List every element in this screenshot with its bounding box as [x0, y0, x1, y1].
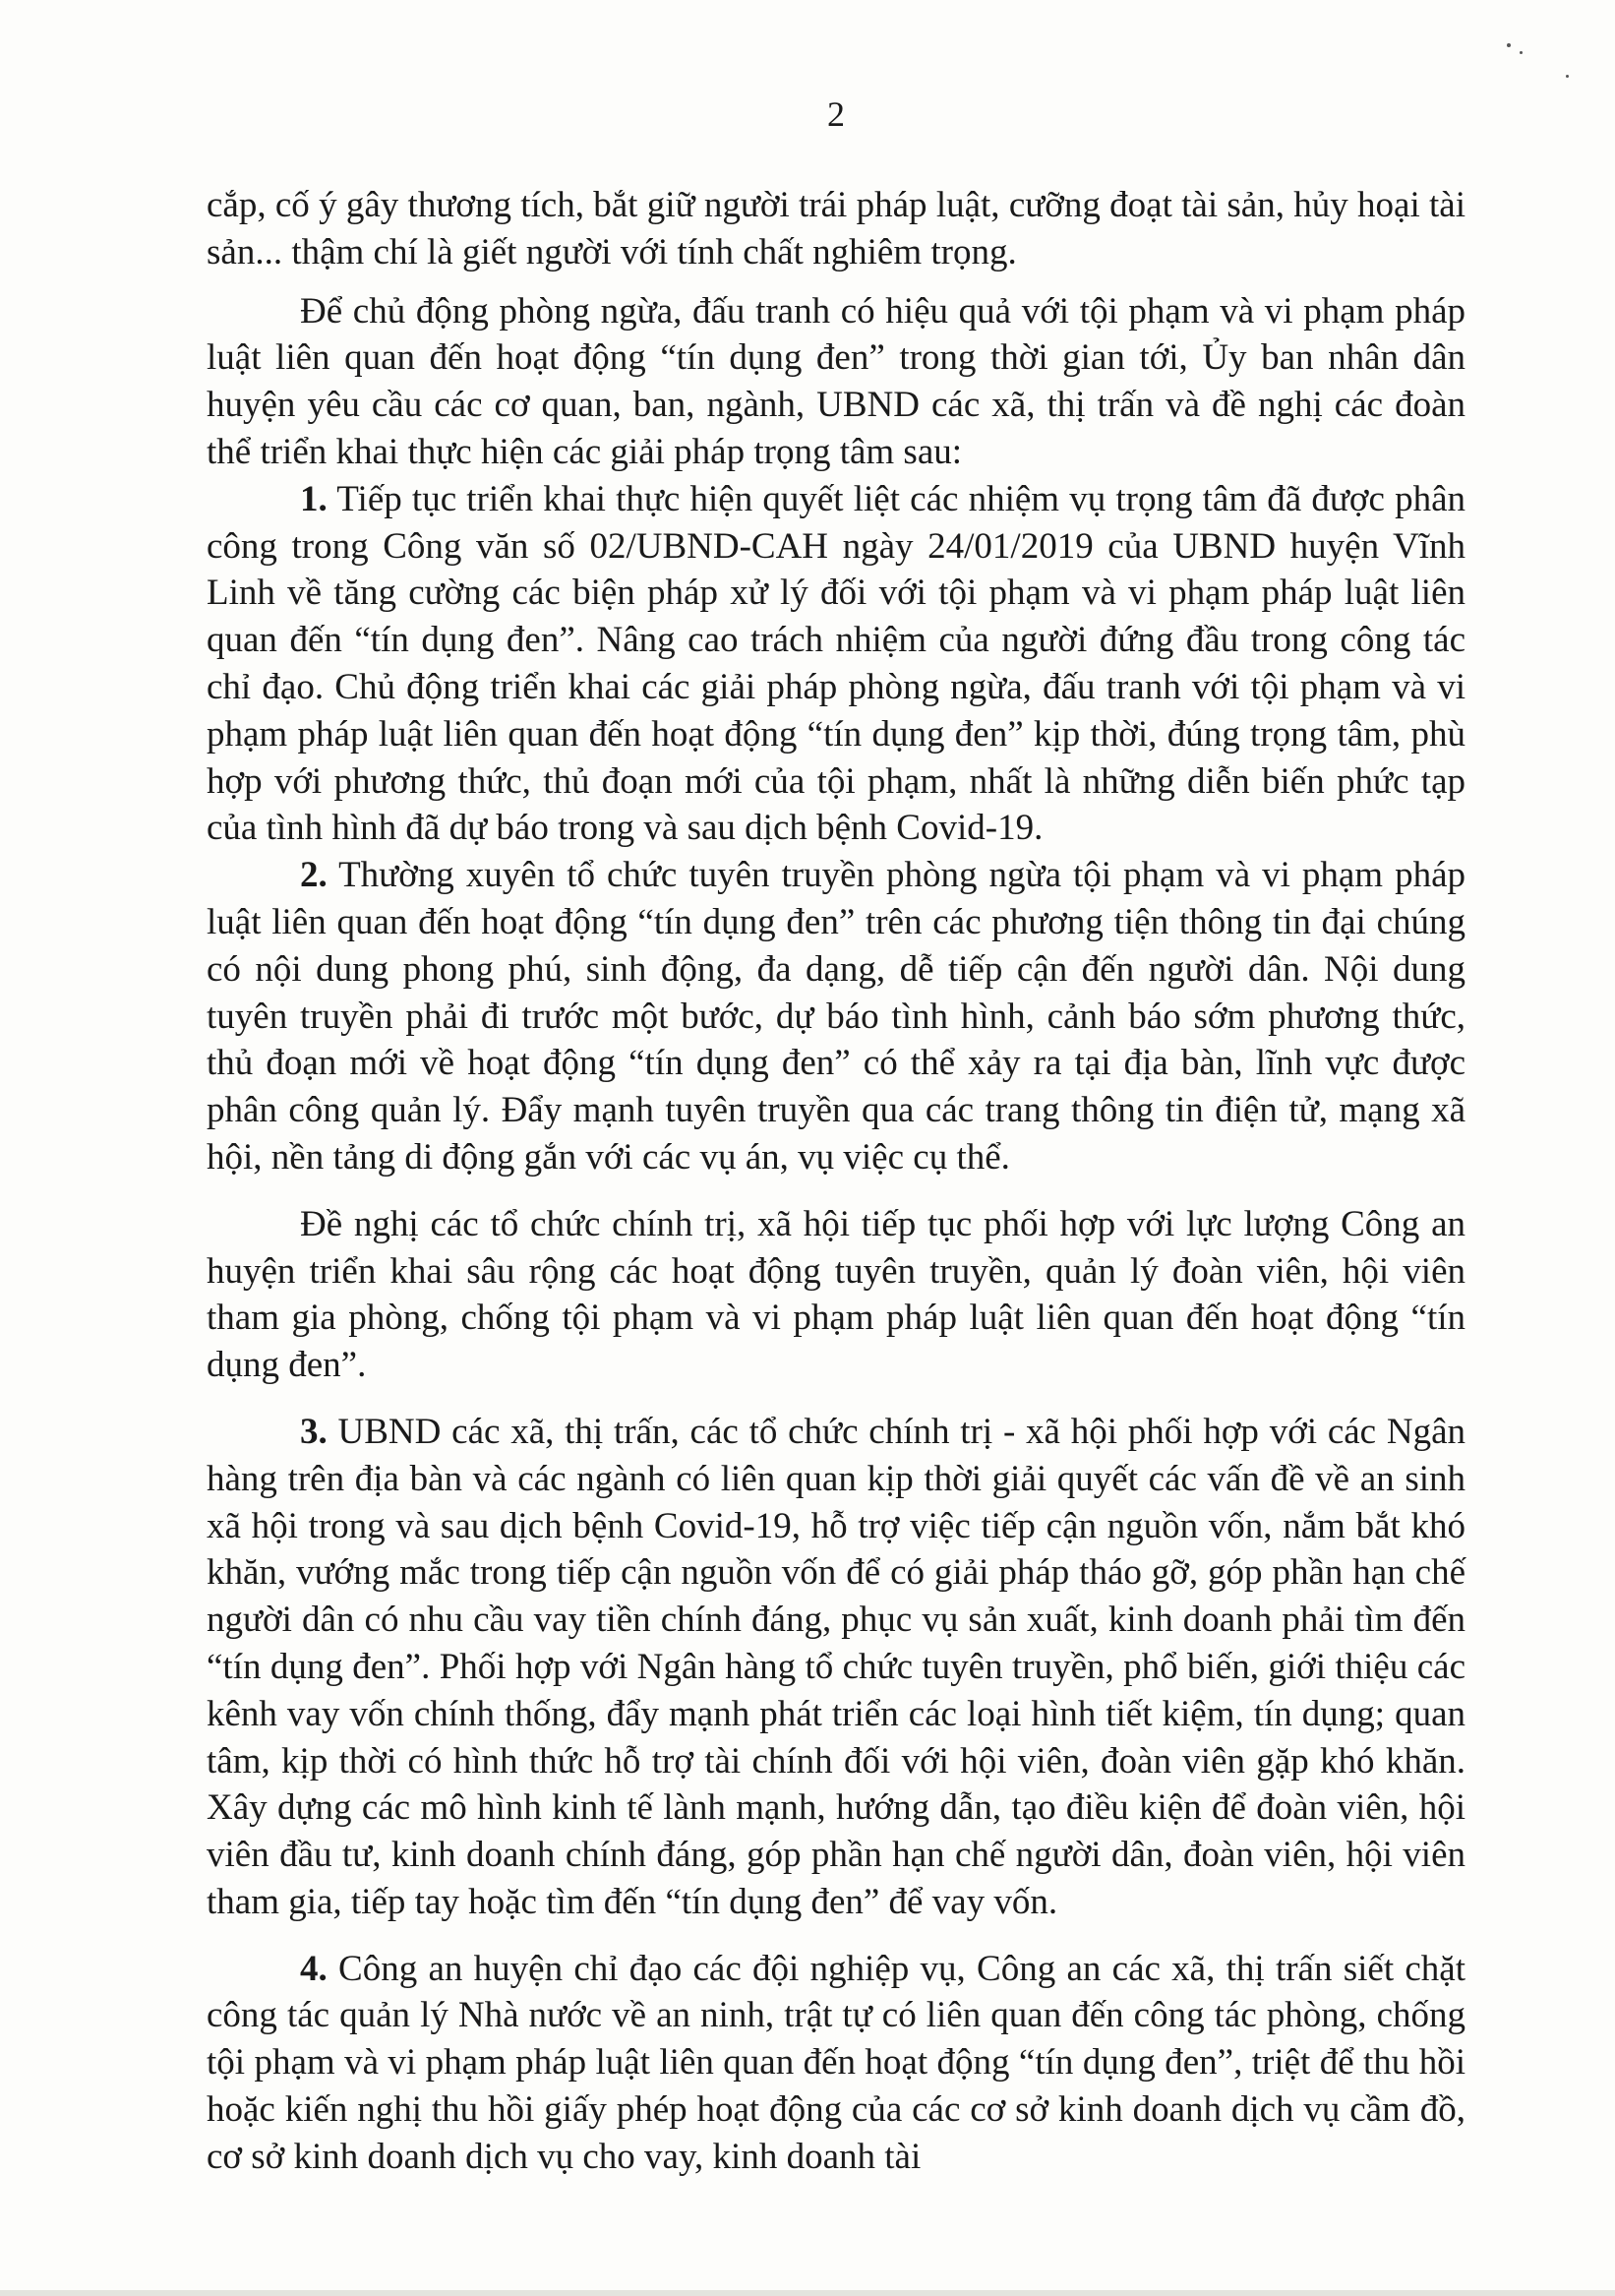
paragraph-text: Đề nghị các tổ chức chính trị, xã hội tiếp tục phối hợp với lực lượng Công an huyện triển khai sâu rộng các hoạt động tuyên truyền, quản lý đoàn viên, hội viên tham gia phòng, chống tội phạm và vi phạm pháp luật liên quan đến hoạt động “tín dụng đen”. — [207, 1203, 1465, 1386]
paragraph-intro — [207, 288, 1465, 476]
page-number: 2 — [827, 94, 845, 134]
paragraph-text: Công an huyện chỉ đạo các đội nghiệp vụ, Công an các xã, thị trấn siết chặt công tác quản lý Nhà nước về an ninh, trật tự có liên quan đến công tác phòng, chống tội phạm và vi phạm pháp luật liên quan đến hoạt động “tín dụng đen”, triệt để thu hồi hoặc kiến nghị thu hồi giấy phép hoạt động của các cơ sở kinh doanh dịch vụ cầm đồ, cơ sở kinh doanh dịch vụ cho vay, kinh doanh tài — [207, 1948, 1465, 2177]
paragraph-text: cắp, cố ý gây thương tích, bắt giữ người trái pháp luật, cưỡng đoạt tài sản, hủy hoại tài sản... thậm chí là giết người với tính chất nghiêm trọng. — [207, 185, 1465, 272]
paragraph-item-2 — [207, 852, 1465, 1181]
scan-speck — [1520, 51, 1523, 54]
paragraph-continuation — [207, 182, 1465, 276]
scan-speck — [1566, 75, 1569, 78]
paragraph-item-3 — [207, 1409, 1465, 1926]
scan-bottom-edge — [0, 2290, 1615, 2296]
paragraph-item-4 — [207, 1946, 1465, 2181]
item-number: 3. — [300, 1411, 328, 1452]
item-number: 1. — [300, 478, 328, 519]
paragraph-proposal — [207, 1201, 1465, 1389]
paragraph-text: UBND các xã, thị trấn, các tổ chức chính trị - xã hội phối hợp với các Ngân hàng trên địa bàn và các ngành có liên quan kịp thời giải quyết các vấn đề về an sinh xã hội trong và sau dịch bệnh Covid-19, hỗ trợ việc tiếp cận nguồn vốn, nắm bắt khó khăn, vướng mắc trong tiếp cận nguồn vốn để có giải pháp tháo gỡ, góp phần hạn chế người dân có nhu cầu vay tiền chính đáng, phục vụ sản xuất, kinh doanh phải tìm đến “tín dụng đen”. Phối hợp với Ngân hàng tổ chức tuyên truyền, phổ biến, giới thiệu các kênh vay vốn chính thống, đẩy mạnh phát triển các loại hình tiết kiệm, tín dụng; quan tâm, kịp thời có hình thức hỗ trợ tài chính đối với hội viên, đoàn viên gặp khó khăn. Xây dựng các mô hình kinh tế lành mạnh, hướng dẫn, tạo điều kiện để đoàn viên, hội viên đầu tư, kinh doanh chính đáng, góp phần hạn chế người dân, đoàn viên, hội viên tham gia, tiếp tay hoặc tìm đến “tín dụng đen” để vay vốn. — [207, 1411, 1466, 1922]
paragraph-item-1 — [207, 476, 1465, 852]
paragraph-text: Tiếp tục triển khai thực hiện quyết liệt các nhiệm vụ trọng tâm đã được phân công trong Công văn số 02/UBND-CAH ngày 24/01/2019 của UBND huyện Vĩnh Linh về tăng cường các biện pháp xử lý đối với tội phạm và vi phạm pháp luật liên quan đến “tín dụng đen”. Nâng cao trách nhiệm của người đứng đầu trong công tác chỉ đạo. Chủ động triển khai các giải pháp phòng ngừa, đấu tranh với tội phạm và vi phạm pháp luật liên quan đến hoạt động “tín dụng đen” kịp thời, đúng trọng tâm, phù hợp với phương thức, thủ đoạn mới của tội phạm, nhất là những diễn biến phức tạp của tình hình đã dự báo trong và sau dịch bệnh Covid-19. — [207, 478, 1465, 849]
item-number: 4. — [300, 1948, 328, 1989]
paragraph-text: Để chủ động phòng ngừa, đấu tranh có hiệu quả với tội phạm và vi phạm pháp luật liên quan đến hoạt động “tín dụng đen” trong thời gian tới, Ủy ban nhân dân huyện yêu cầu các cơ quan, ban, ngành, UBND các xã, thị trấn và đề nghị các đoàn thể triển khai thực hiện các giải pháp trọng tâm sau: — [207, 290, 1465, 472]
item-number: 2. — [300, 855, 328, 896]
paragraph-text: Thường xuyên tổ chức tuyên truyền phòng ngừa tội phạm và vi phạm pháp luật liên quan đến hoạt động “tín dụng đen” trên các phương tiện thông tin đại chúng có nội dung phong phú, sinh động, đa dạng, dễ tiếp cận đến người dân. Nội dung tuyên truyền phải đi trước một bước, dự báo tình hình, cảnh báo sớm phương thức, thủ đoạn mới về hoạt động “tín dụng đen” có thể xảy ra tại địa bàn, lĩnh vực được phân công quản lý. Đẩy mạnh tuyên truyền qua các trang thông tin điện tử, mạng xã hội, nền tảng di động gắn với các vụ án, vụ việc cụ thể. — [207, 855, 1465, 1178]
document-body — [207, 182, 1465, 2181]
scan-speck — [1507, 43, 1511, 47]
